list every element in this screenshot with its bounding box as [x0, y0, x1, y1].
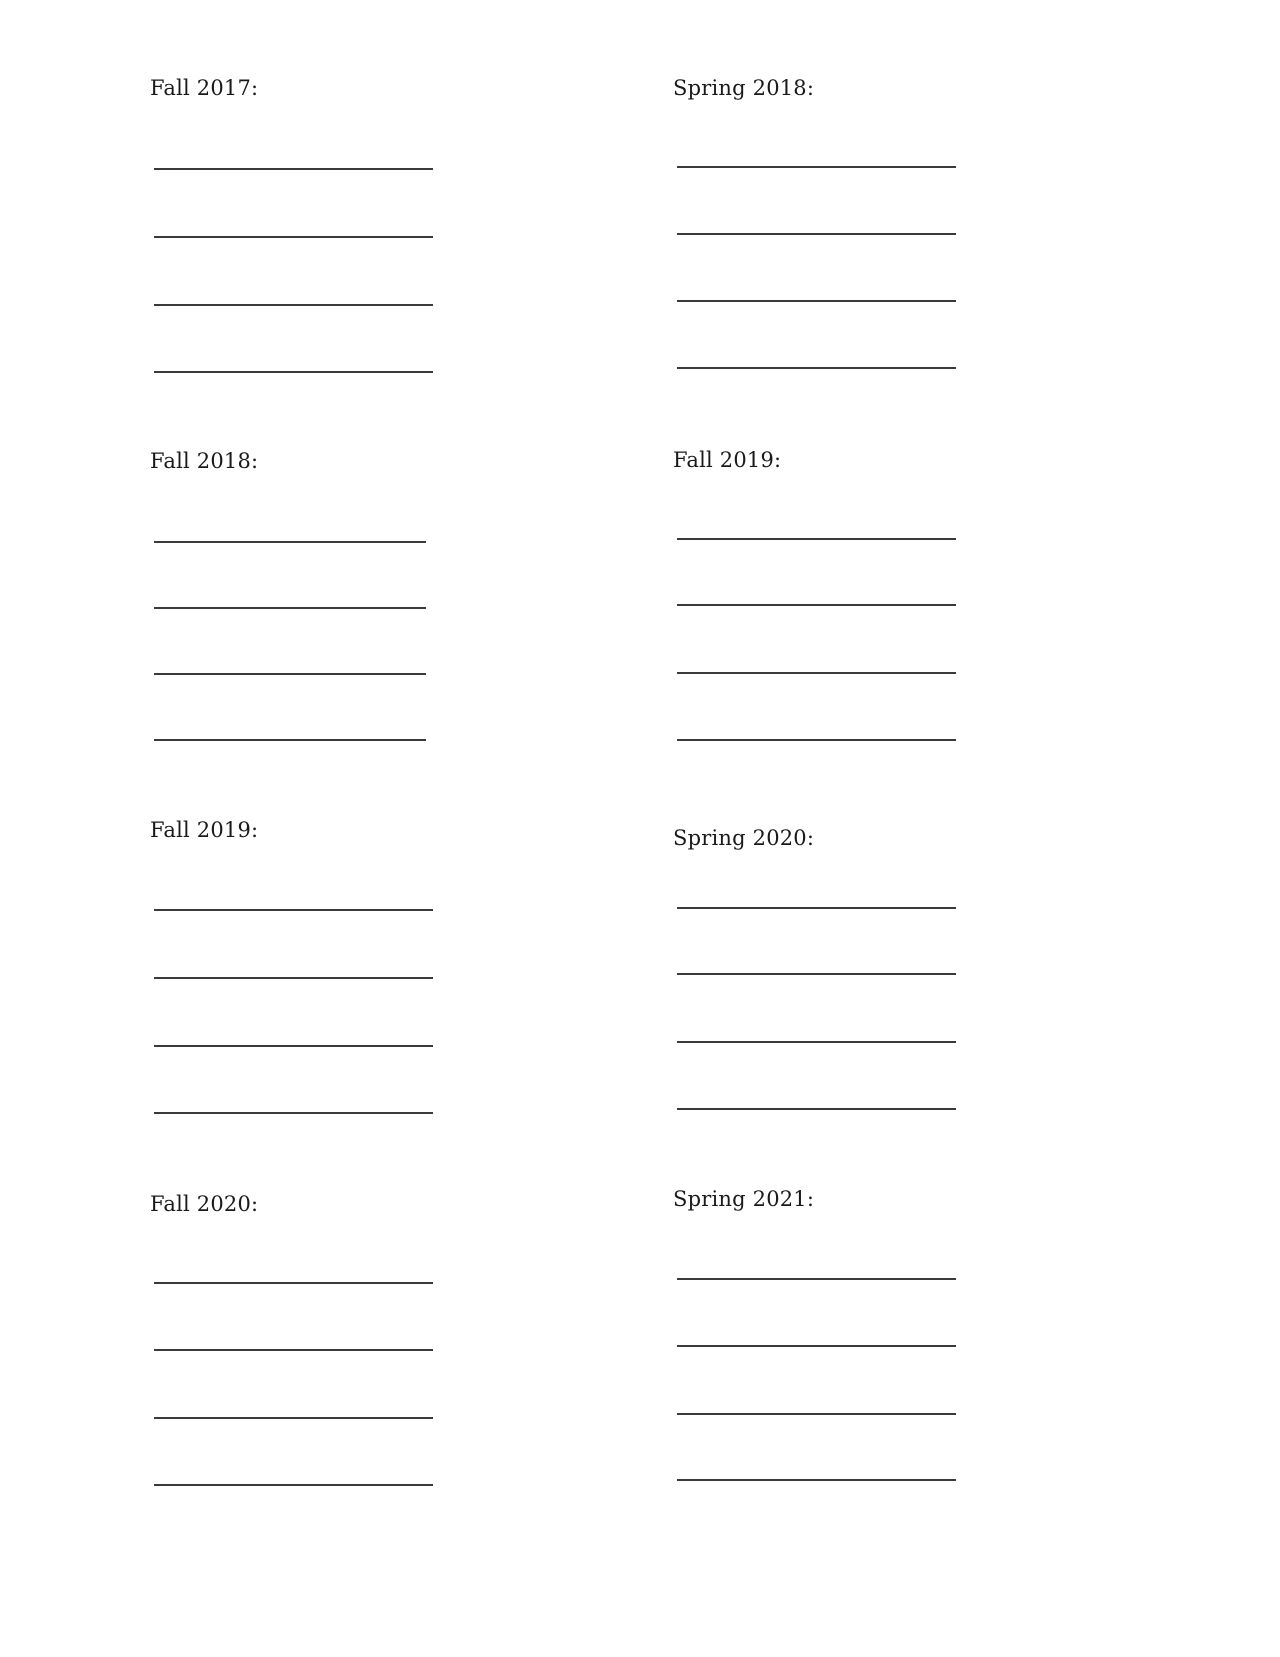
blank-line[interactable] [154, 1112, 433, 1114]
blank-line[interactable] [677, 1108, 956, 1110]
blank-line[interactable] [677, 233, 956, 235]
blank-line[interactable] [677, 300, 956, 302]
semester-label: Spring 2021: [673, 1187, 815, 1211]
blank-line[interactable] [154, 673, 426, 675]
blank-line[interactable] [677, 1278, 956, 1280]
blank-line[interactable] [154, 236, 433, 238]
semester-label: Fall 2019: [150, 818, 259, 842]
blank-line[interactable] [154, 1282, 433, 1284]
blank-line[interactable] [154, 977, 433, 979]
semester-label: Spring 2018: [673, 76, 815, 100]
semester-label: Fall 2020: [150, 1192, 259, 1216]
blank-line[interactable] [677, 166, 956, 168]
blank-line[interactable] [154, 1349, 433, 1351]
semester-label: Spring 2020: [673, 826, 815, 850]
blank-line[interactable] [154, 607, 426, 609]
semester-label: Fall 2018: [150, 449, 259, 473]
blank-line[interactable] [154, 541, 426, 543]
blank-line[interactable] [677, 672, 956, 674]
blank-line[interactable] [677, 1479, 956, 1481]
blank-line[interactable] [154, 1045, 433, 1047]
semester-label: Fall 2017: [150, 76, 259, 100]
blank-line[interactable] [677, 1345, 956, 1347]
blank-line[interactable] [154, 1484, 433, 1486]
blank-line[interactable] [677, 1413, 956, 1415]
blank-line[interactable] [154, 909, 433, 911]
blank-line[interactable] [677, 907, 956, 909]
blank-line[interactable] [154, 1417, 433, 1419]
blank-line[interactable] [677, 367, 956, 369]
blank-line[interactable] [677, 604, 956, 606]
blank-line[interactable] [677, 973, 956, 975]
blank-line[interactable] [677, 1041, 956, 1043]
blank-line[interactable] [154, 739, 426, 741]
blank-line[interactable] [154, 371, 433, 373]
blank-line[interactable] [677, 739, 956, 741]
blank-line[interactable] [154, 304, 433, 306]
blank-line[interactable] [677, 538, 956, 540]
semester-label: Fall 2019: [673, 448, 782, 472]
blank-line[interactable] [154, 168, 433, 170]
